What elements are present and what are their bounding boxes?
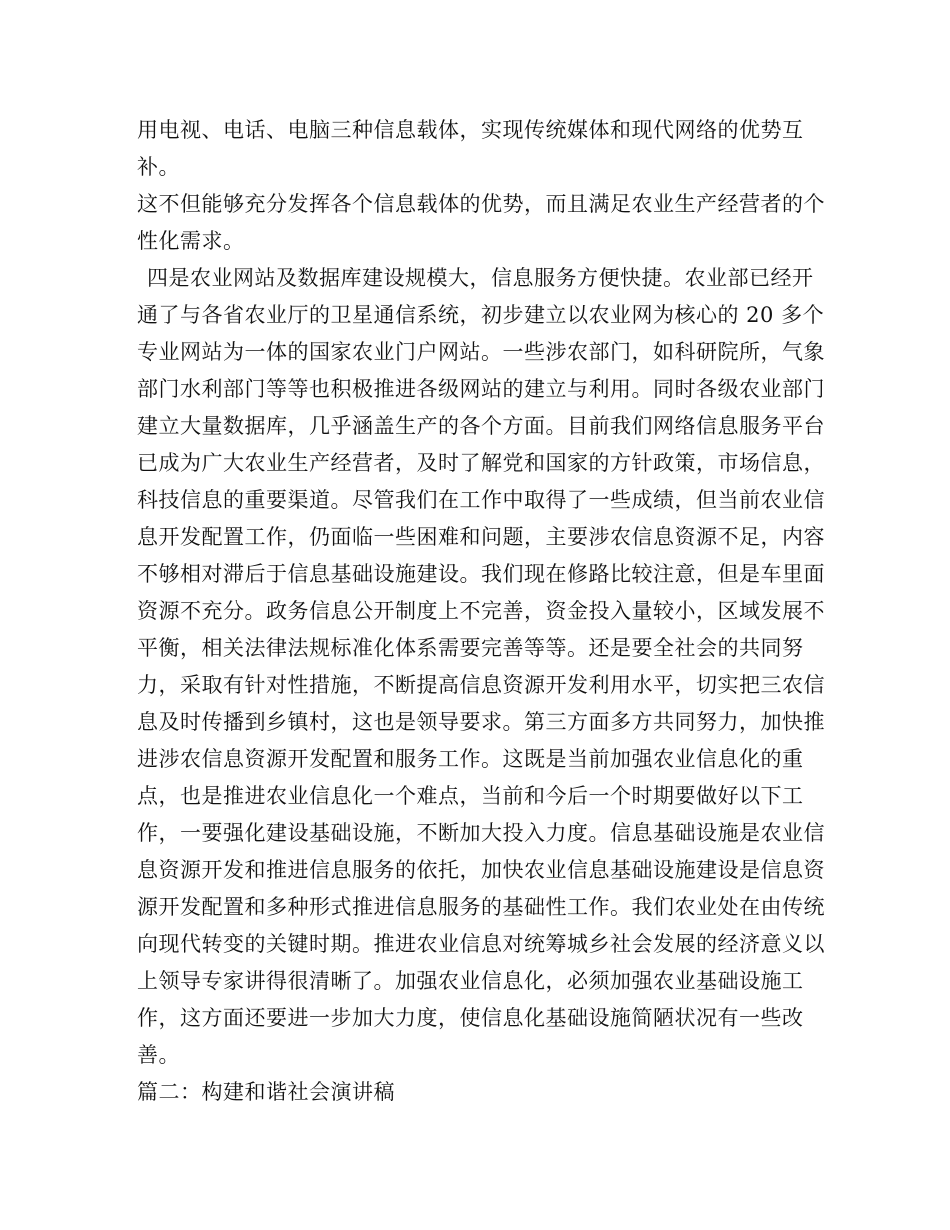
section-heading: 篇二：构建和谐社会演讲稿 bbox=[137, 1080, 395, 1104]
paragraph-3: 四是农业网站及数据库建设规模大，信息服务方便快捷。农业部已经开通了与各省农业厅的卫星通信系统，初步建立以农业网为核心的 20 多个专业网站为一体的国家农业门户网站。一些涉农部门，如科研院所，气象部门水利部门等等也积极推进各级网站的建立与利用。同时各级农业部门建立大量数据库，几乎涵盖生产的各个方面。目前我们网络信息服务平台已成为广大农业生产经营者，及时了解党和国家的方针政策，市场信息，科技信息的重要渠道。尽管我们在工作中取得了一些成绩，但当前农业信息开发配置工作，仍面临一些困难和问题，主要涉农信息资源不足，内容不够相对滞后于信息基础设施建设。我们现在修路比较注意，但是车里面资源不充分。政务信息公开制度上不完善，资金投入量较小，区域发展不平衡，相关法律法规标准化体系需要完善等等。还是要全社会的共同努力，采取有针对性措施，不断提高信息资源开发利用水平，切实把三农信息及时传播到乡镇村，这也是领导要求。第三方面多方共同努力，加快推进涉农信息资源开发配置和服务工作。这既是当前加强农业信息化的重点，也是推进农业信息化一个难点，当前和今后一个时期要做好以下工作，一要强化建设基础设施，不断加大投入力度。信息基础设施是农业信息资源开发和推进信息服务的依托，加快农业信息基础设施建设是信息资源开发配置和多种形式推进信息服务的基础性工作。我们农业处在由传统向现代转变的关键时期。推进农业信息对统筹城乡社会发展的经济意义以上领导专家讲得很清晰了。加强农业信息化，必须加强农业基础设施工作，这方面还要进一步加大力度，使信息化基础设施简陋状况有一些改善。 bbox=[137, 266, 825, 1067]
paragraph-1: 用电视、电话、电脑三种信息载体，实现传统媒体和现代网络的优势互补。 bbox=[137, 118, 804, 179]
document-body bbox=[137, 112, 827, 1111]
paragraph-2: 这不但能够充分发挥各个信息载体的优势，而且满足农业生产经营者的个性化需求。 bbox=[137, 192, 825, 253]
